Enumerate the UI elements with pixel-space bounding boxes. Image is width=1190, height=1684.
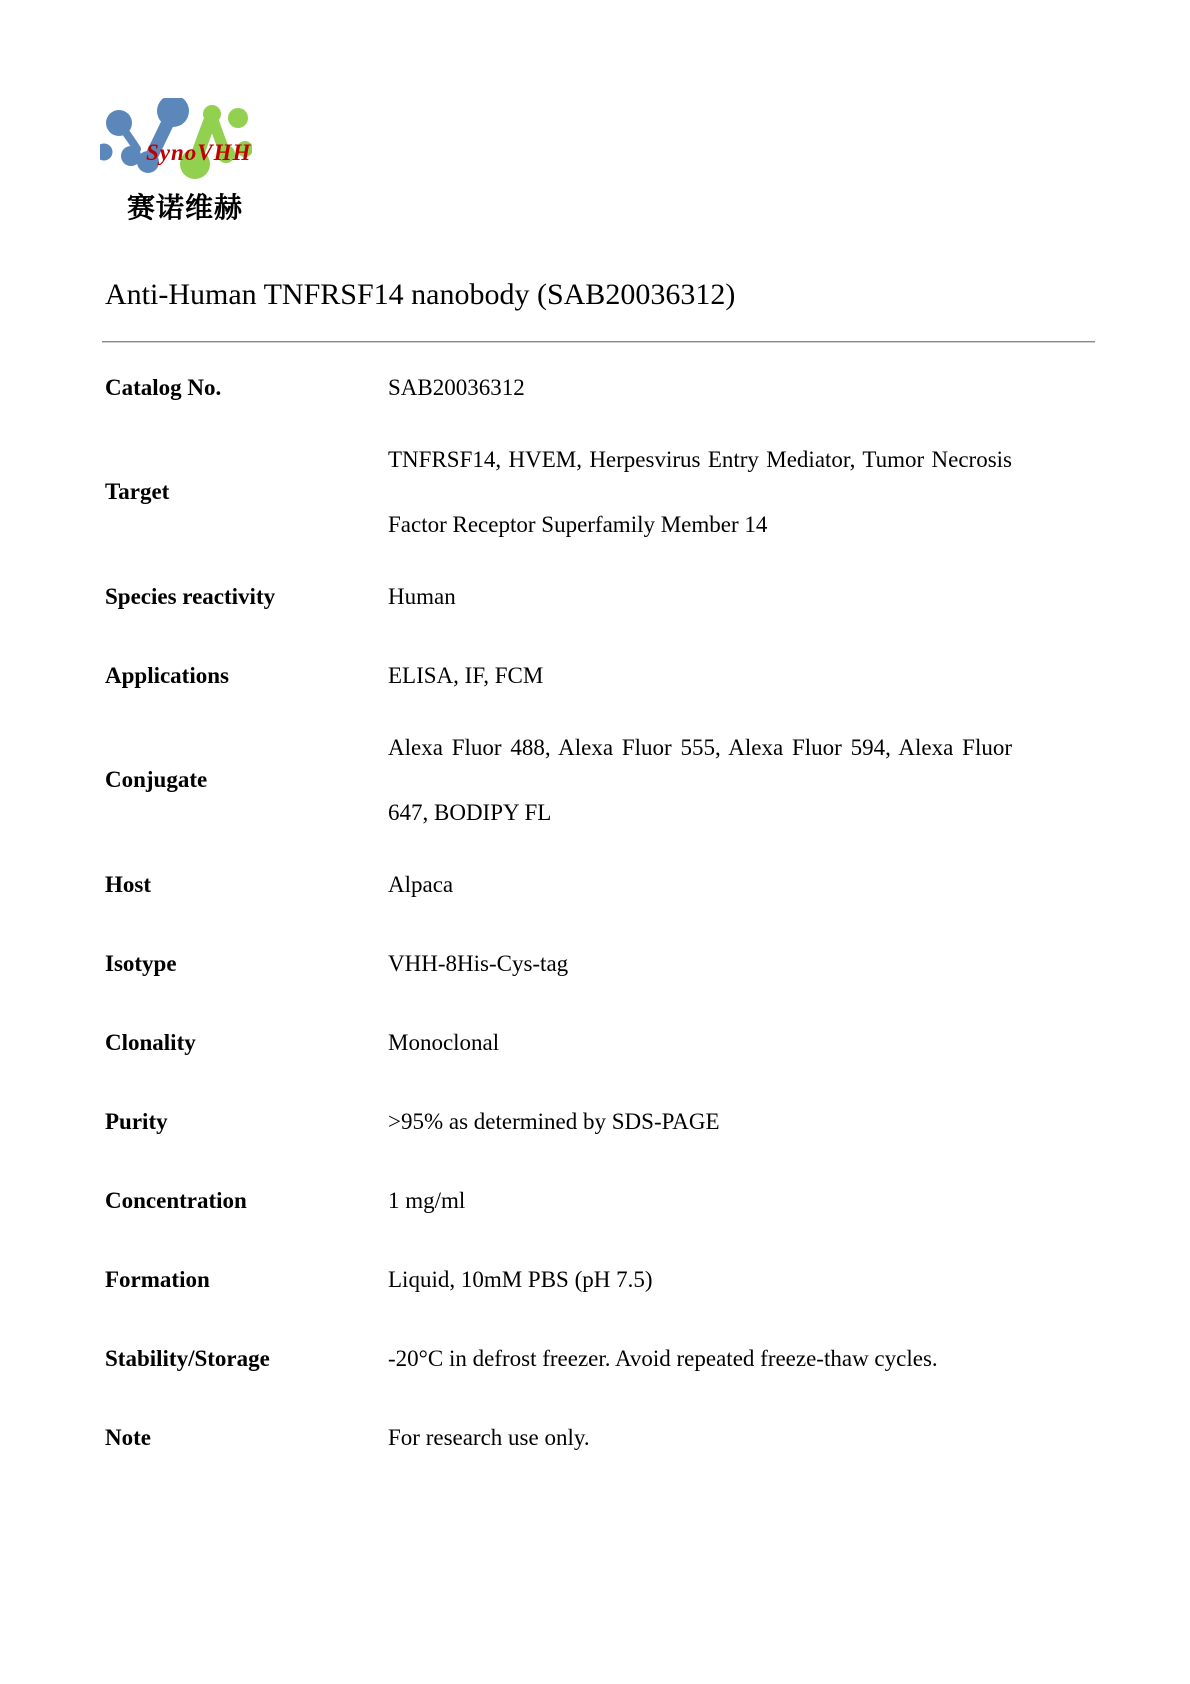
row-value: -20°C in defrost freezer. Avoid repeated freeze-thaw cycles. bbox=[388, 1346, 938, 1371]
row-value: SAB20036312 bbox=[388, 375, 525, 400]
company-logo bbox=[100, 98, 252, 182]
row-label: Applications bbox=[105, 662, 229, 688]
table-row-4 bbox=[105, 715, 1012, 845]
row-value: For research use only. bbox=[388, 1425, 590, 1450]
row-label: Host bbox=[105, 871, 151, 897]
row-label: Clonality bbox=[105, 1029, 196, 1055]
row-value: Human bbox=[388, 584, 456, 609]
table-row-9 bbox=[105, 1161, 1012, 1240]
row-value: Alexa Fluor 488, Alexa Fluor 555, Alexa Fluor 594, Alexa Fluor 647, BODIPY FL bbox=[388, 735, 1012, 825]
row-value: ELISA, IF, FCM bbox=[388, 663, 544, 688]
row-label: Stability/Storage bbox=[105, 1345, 270, 1371]
table-row-12 bbox=[105, 1398, 1012, 1477]
table-row-3 bbox=[105, 636, 1012, 715]
row-value: 1 mg/ml bbox=[388, 1188, 466, 1213]
row-value: Alpaca bbox=[388, 872, 454, 897]
table-row-11 bbox=[105, 1319, 1012, 1398]
row-label: Concentration bbox=[105, 1187, 247, 1213]
row-value: >95% as determined by SDS-PAGE bbox=[388, 1109, 720, 1134]
title-divider bbox=[102, 341, 1095, 343]
table-row-6 bbox=[105, 924, 1012, 1003]
row-value: VHH-8His-Cys-tag bbox=[388, 951, 569, 976]
table-row-5 bbox=[105, 845, 1012, 924]
table-row-7 bbox=[105, 1003, 1012, 1082]
table-row-2 bbox=[105, 557, 1012, 636]
row-value: Monoclonal bbox=[388, 1030, 500, 1055]
row-label: Formation bbox=[105, 1266, 210, 1292]
row-label: Catalog No. bbox=[105, 374, 222, 400]
row-label: Target bbox=[105, 479, 170, 504]
row-label: Purity bbox=[105, 1108, 168, 1134]
table-row-8 bbox=[105, 1082, 1012, 1161]
company-name-chinese: 赛诺维赫 bbox=[127, 191, 244, 224]
page-title: Anti-Human TNFRSF14 nanobody (SAB20036312) bbox=[105, 278, 736, 311]
row-label: Note bbox=[105, 1424, 151, 1450]
row-label: Species reactivity bbox=[105, 583, 276, 609]
logo-brand-text: SynoVHH bbox=[146, 140, 252, 165]
row-value: Liquid, 10mM PBS (pH 7.5) bbox=[388, 1267, 653, 1292]
row-value: TNFRSF14, HVEM, Herpesvirus Entry Mediator, Tumor Necrosis Factor Receptor Superfamily Member 14 bbox=[388, 447, 1012, 537]
product-spec-table bbox=[105, 348, 1012, 1477]
row-label: Isotype bbox=[105, 950, 177, 976]
table-row-1 bbox=[105, 427, 1012, 557]
table-row-0 bbox=[105, 348, 1012, 427]
row-label: Conjugate bbox=[105, 767, 208, 792]
table-row-10 bbox=[105, 1240, 1012, 1319]
